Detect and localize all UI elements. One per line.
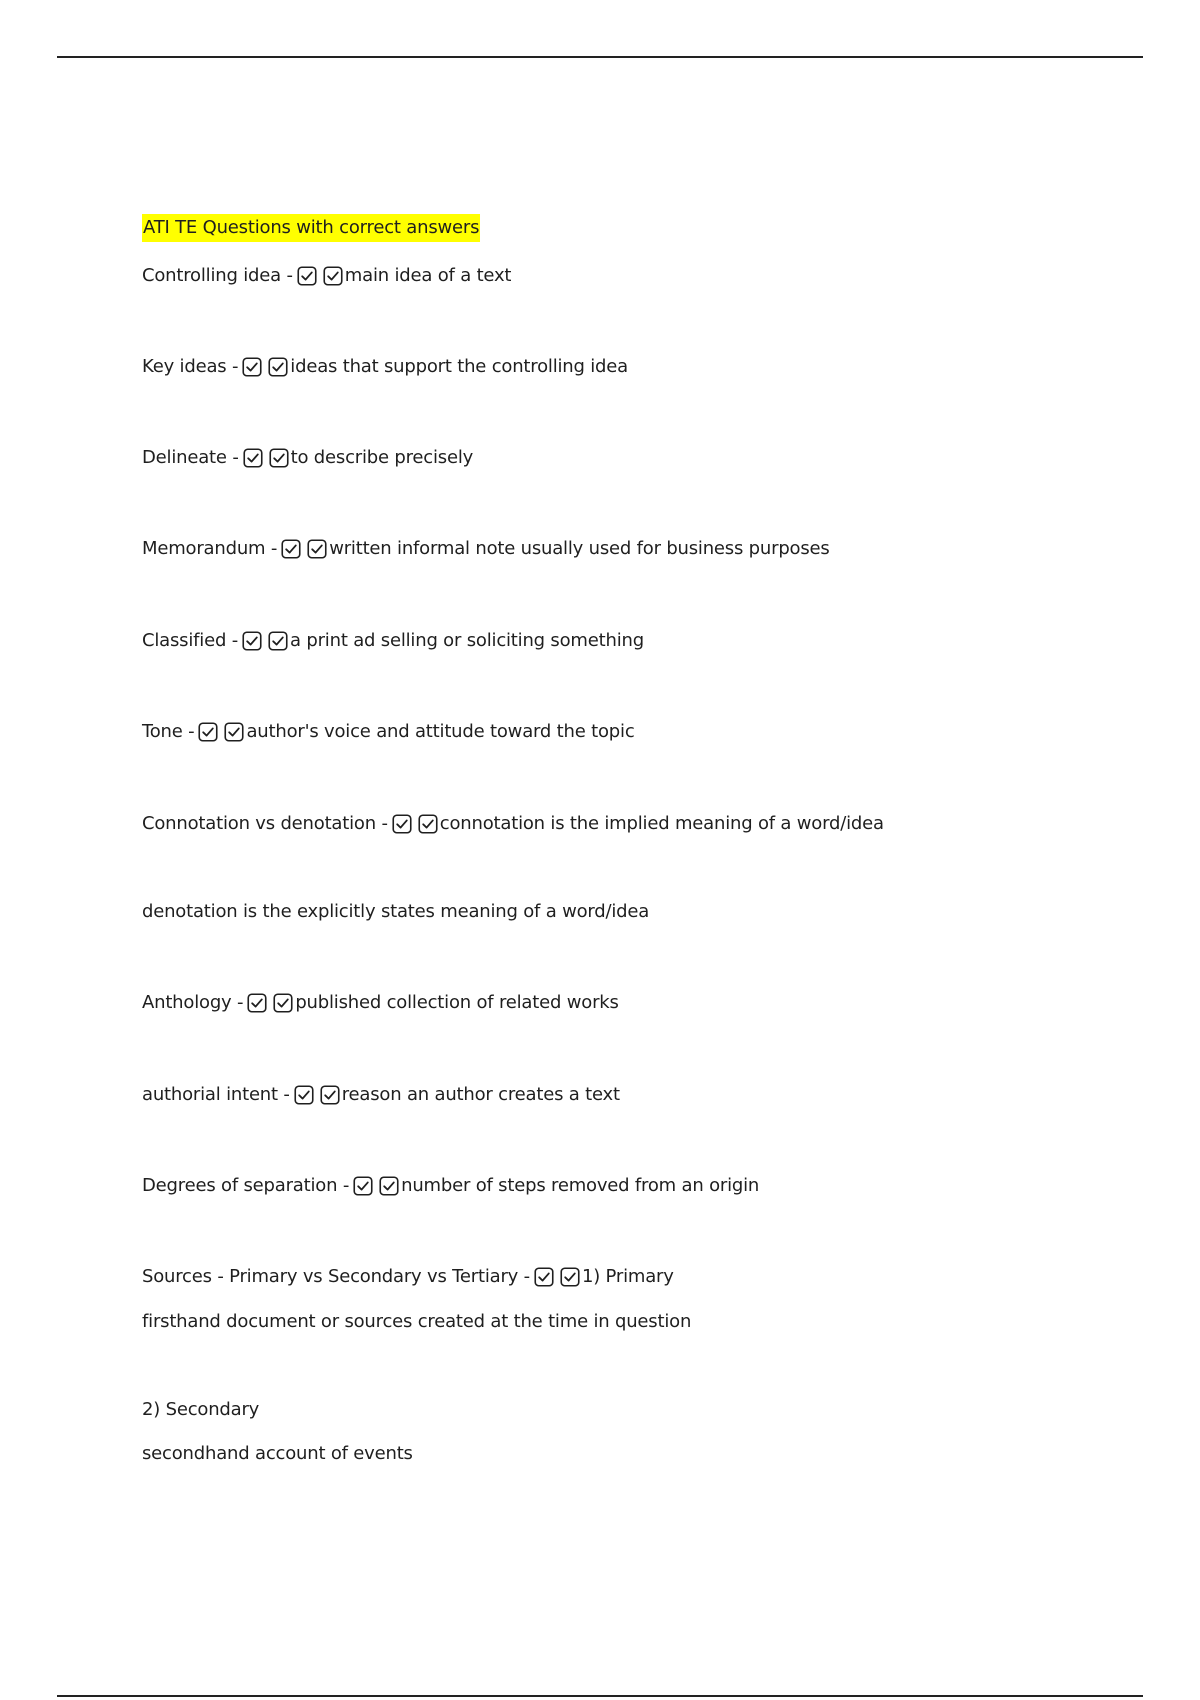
entry-answer: a print ad selling or soliciting something: [290, 630, 644, 651]
entry-row: [142, 1081, 620, 1109]
checkbox-pair: [392, 814, 438, 834]
checked-box-icon: [323, 266, 343, 286]
checked-box-icon: [297, 266, 317, 286]
entry-term: Connotation vs denotation: [142, 813, 376, 834]
entry-text: 2) Secondary: [142, 1399, 260, 1420]
entry-answer: author's voice and attitude toward the topic: [246, 721, 635, 742]
entry-row: [142, 1172, 759, 1200]
entry-separator: -: [231, 630, 239, 651]
entry-answer: reason an author creates a text: [341, 1084, 620, 1105]
checked-box-icon: [242, 631, 262, 651]
checked-box-icon: [242, 357, 262, 377]
entry-separator: -: [270, 538, 278, 559]
checked-box-icon: [534, 1267, 554, 1287]
footer-rule: [57, 1695, 1143, 1697]
checked-box-icon: [320, 1085, 340, 1105]
entry-row: [142, 627, 644, 655]
entry-separator: -: [188, 721, 195, 742]
document-title: ATI TE Questions with correct answers: [142, 214, 480, 242]
entry-term: Controlling idea: [142, 265, 281, 286]
entry-separator: -: [232, 356, 239, 377]
checked-box-icon: [379, 1176, 399, 1196]
entry-term: Tone: [142, 721, 183, 742]
checked-box-icon: [273, 993, 293, 1013]
entry-separator: -: [286, 265, 293, 286]
entry-term: Key ideas: [142, 356, 227, 377]
checkbox-pair: [353, 1176, 399, 1196]
checked-box-icon: [353, 1176, 373, 1196]
checked-box-icon: [268, 357, 288, 377]
entry-separator: -: [232, 447, 239, 468]
entry-separator: -: [237, 992, 244, 1013]
entry-continuation: [142, 1396, 259, 1424]
checked-box-icon: [281, 539, 301, 559]
checkbox-pair: [534, 1267, 580, 1287]
entry-row: [142, 535, 830, 563]
entry-continuation: [142, 1308, 691, 1336]
entry-separator: -: [523, 1266, 530, 1287]
checked-box-icon: [224, 722, 244, 742]
checkbox-pair: [281, 539, 327, 559]
entry-answer: written informal note usually used for business purposes: [329, 538, 830, 559]
entry-term: Delineate: [142, 447, 227, 468]
entry-answer: main idea of a text: [344, 265, 512, 286]
entry-row: [142, 444, 473, 472]
entry-text: firsthand document or sources created at the time in question: [142, 1311, 692, 1332]
entry-answer: 1) Primary: [581, 1266, 674, 1287]
entry-text: secondhand account of events: [142, 1443, 413, 1464]
entry-term: Sources - Primary vs Secondary vs Tertiary: [142, 1266, 519, 1287]
entry-separator: -: [283, 1084, 290, 1105]
entry-separator: -: [381, 813, 388, 834]
entry-answer: number of steps removed from an origin: [401, 1175, 760, 1196]
entry-term: authorial intent: [142, 1084, 278, 1105]
checkbox-pair: [247, 993, 293, 1013]
checked-box-icon: [247, 993, 267, 1013]
entry-answer: ideas that support the controlling idea: [290, 356, 628, 377]
checked-box-icon: [307, 539, 327, 559]
entry-continuation: [142, 1440, 413, 1468]
entry-row: [142, 989, 619, 1017]
checked-box-icon: [418, 814, 438, 834]
checked-box-icon: [269, 448, 289, 468]
checkbox-pair: [297, 266, 343, 286]
checked-box-icon: [560, 1267, 580, 1287]
checked-box-icon: [268, 631, 288, 651]
entry-row: [142, 353, 628, 381]
entry-continuation: [142, 898, 649, 926]
entry-separator: -: [342, 1175, 350, 1196]
checkbox-pair: [198, 722, 244, 742]
entry-term: Memorandum: [142, 538, 266, 559]
entry-answer: published collection of related works: [295, 992, 619, 1013]
checkbox-pair: [294, 1085, 340, 1105]
checkbox-pair: [242, 631, 288, 651]
entry-answer: connotation is the implied meaning of a word/idea: [439, 813, 884, 834]
entry-answer: to describe precisely: [290, 447, 474, 468]
entry-term: Degrees of separation: [142, 1175, 338, 1196]
checkbox-pair: [243, 448, 289, 468]
entry-term: Anthology: [142, 992, 232, 1013]
checkbox-pair: [242, 357, 288, 377]
entry-term: Classified: [142, 630, 227, 651]
entry-row: [142, 810, 884, 838]
checked-box-icon: [392, 814, 412, 834]
entry-row: [142, 1263, 674, 1291]
entry-row: [142, 262, 511, 290]
checked-box-icon: [294, 1085, 314, 1105]
entry-text: denotation is the explicitly states meaning of a word/idea: [142, 901, 650, 922]
checked-box-icon: [243, 448, 263, 468]
header-rule: [57, 56, 1143, 58]
checked-box-icon: [198, 722, 218, 742]
entry-row: [142, 718, 635, 746]
